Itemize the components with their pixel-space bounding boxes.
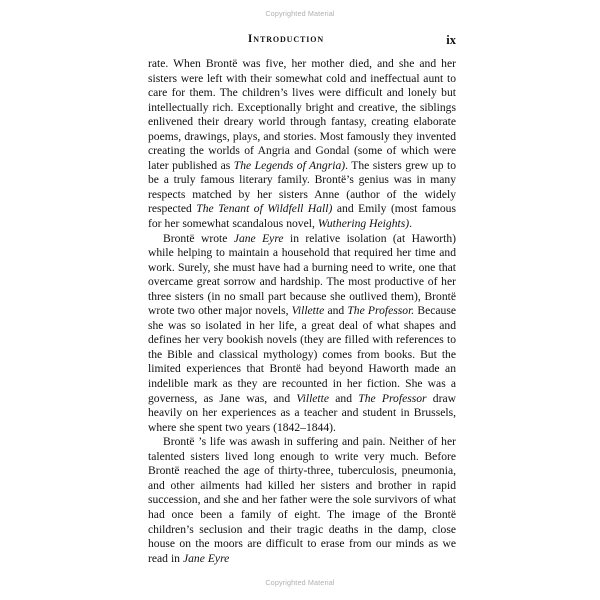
text-run: in relative isolation (at Haworth) while helping to maintain a household that required her time and work. Surely, she must have had a burning need to write, one that overcame great sorrow and hardship. The most productive of her three sisters (in no small part because she outlived them), Brontë wrote two other major novels, bbox=[148, 231, 457, 318]
copyright-watermark-bottom: Copyrighted Material bbox=[265, 578, 335, 587]
running-head-title: Introduction bbox=[247, 33, 325, 45]
italic-title-run: Jane Eyre bbox=[182, 551, 230, 565]
italic-title-run: Jane Eyre bbox=[233, 231, 284, 245]
para-2 bbox=[148, 232, 456, 436]
text-run: rate. When Brontë was five, her mother died, and she and her sisters were left with their somewhat cold and ineffectual aunt to care for them. The children’s lives were difficult and lonely but intellectually rich. Exceptionally bright and creative, the siblings enlivened their dreary world through fantasy, creating elaborate poems, drawings, plays, and stories. Most famously they invented creating the worlds of Angria and Gondal (some of which were later published as bbox=[148, 57, 456, 172]
page-number: ix bbox=[446, 33, 456, 47]
italic-title-run: Villette bbox=[296, 391, 330, 405]
italic-title-run: The Legends of Angria) bbox=[233, 158, 346, 172]
para-1 bbox=[148, 57, 456, 232]
body-text-block bbox=[148, 57, 456, 566]
text-run: and bbox=[324, 304, 348, 318]
text-run: and bbox=[329, 391, 359, 405]
italic-title-run: The Professor bbox=[358, 391, 427, 405]
text-run: Brontë ’s life was awash in suffering and pain. Neither of her talented sisters lived long enough to write very much. Before Brontë reached the age of thirty-three, tuberculosis, pneumonia, and other ailments had killed her sisters and brother in rapid succession, and she and her father were the sole survivors of what had once been a family of eight. The image of the Brontë children’s seclusion and their tragic deaths in the damp, close house on the moors are difficult to erase from our minds as we read in bbox=[148, 435, 456, 565]
italic-title-run: The Tenant of Wildfell Hall) bbox=[196, 202, 333, 216]
text-run: . The sisters grew up to be a truly famous literary family. Brontë’s genius was in many respects matched by her sisters Anne (author of the widely respected bbox=[148, 158, 456, 216]
running-head bbox=[148, 33, 456, 49]
text-run: Brontë wrote bbox=[163, 231, 234, 245]
italic-title-run: Villette bbox=[291, 304, 325, 318]
italic-title-run: The Professor. bbox=[347, 304, 415, 318]
italic-title-run: Wuthering Heights) bbox=[317, 217, 410, 231]
text-run: draw heavily on her experiences as a teacher and student in Brussels, where she spent two years (1842–1844). bbox=[148, 391, 456, 434]
text-run: . bbox=[409, 217, 412, 231]
para-3 bbox=[148, 435, 456, 566]
copyright-watermark-top: Copyrighted Material bbox=[265, 9, 335, 18]
text-run: and Emily (most famous for her somewhat scandalous novel, bbox=[148, 202, 456, 231]
text-run: Because she was so isolated in her life, a great deal of what shapes and defines her very bookish novels (they are filled with references to the Bible and classical mythology) comes from books. But the limited experiences that Brontë had beyond Haworth made an indelible mark as they are recounted in her fiction. She was a governess, as Jane was, and bbox=[148, 304, 456, 405]
